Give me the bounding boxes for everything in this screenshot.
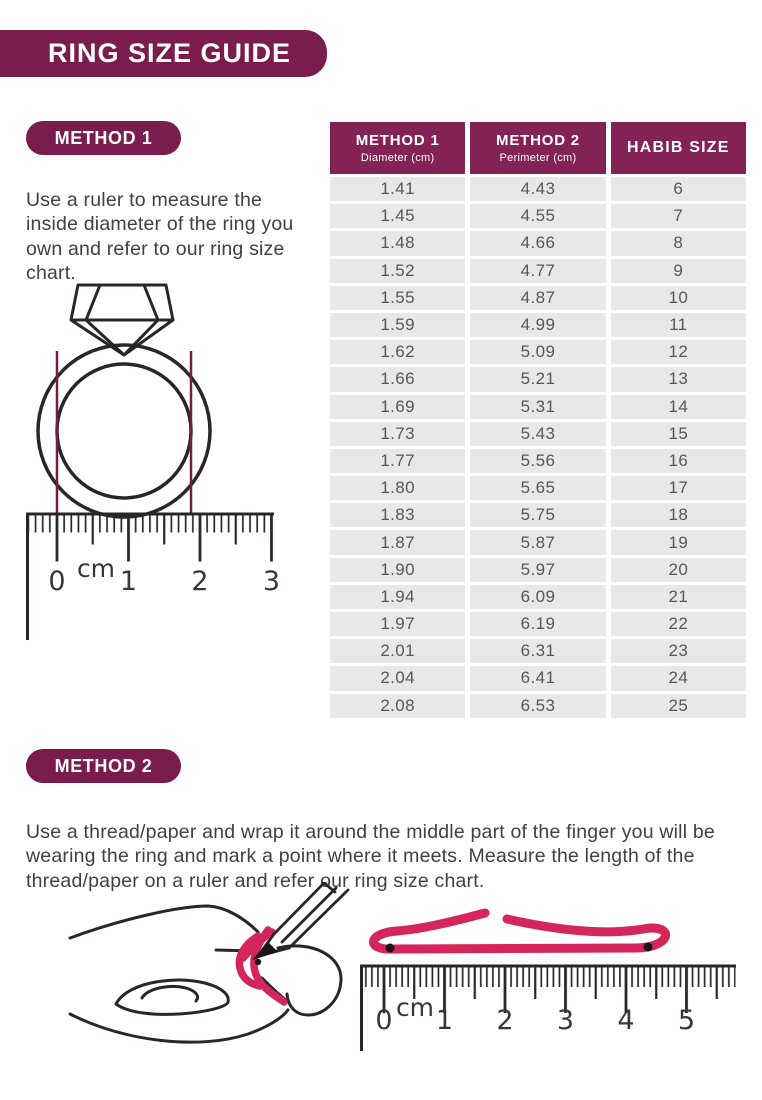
diameter-cell: 1.94 (330, 585, 465, 609)
ruler1-unit-label: cm (76, 554, 116, 583)
perimeter-cell: 4.43 (470, 177, 605, 201)
table-row (330, 395, 746, 419)
ring-size-table-header (330, 122, 746, 174)
mark-point-dot (255, 959, 261, 965)
column-header-method1 (330, 122, 465, 174)
perimeter-cell: 5.65 (470, 476, 605, 500)
table-row (330, 231, 746, 255)
table-row (330, 259, 746, 283)
table-row (330, 585, 746, 609)
column-header-habib-size (611, 122, 746, 174)
size-cell: 18 (611, 503, 746, 527)
size-cell: 19 (611, 530, 746, 554)
perimeter-cell: 5.31 (470, 395, 605, 419)
hand-thread-illustration (30, 882, 360, 1052)
diameter-cell: 1.45 (330, 204, 465, 228)
diameter-cell: 1.77 (330, 449, 465, 473)
size-cell: 8 (611, 231, 746, 255)
hand-outline (70, 906, 341, 1042)
column-subtitle: Diameter (cm) (360, 152, 435, 164)
diameter-cell: 1.41 (330, 177, 465, 201)
pencil-icon (252, 882, 348, 960)
perimeter-cell: 4.77 (470, 259, 605, 283)
diameter-cell: 1.97 (330, 612, 465, 636)
perimeter-cell: 4.55 (470, 204, 605, 228)
table-row (330, 177, 746, 201)
perimeter-cell: 6.53 (470, 694, 605, 718)
ruler1-label-3: 3 (262, 566, 281, 597)
ruler1-label-0: 0 (48, 566, 66, 597)
table-row (330, 449, 746, 473)
size-cell: 10 (611, 286, 746, 310)
ruler2-unit-label: cm (395, 993, 435, 1022)
perimeter-cell: 4.66 (470, 231, 605, 255)
table-row (330, 558, 746, 582)
table-row (330, 204, 746, 228)
measured-thread-icon (373, 913, 665, 953)
thread-ruler-illustration (355, 885, 755, 1055)
page-title: RING SIZE GUIDE (48, 38, 292, 68)
diameter-cell: 2.04 (330, 666, 465, 690)
diameter-cell: 1.73 (330, 422, 465, 446)
size-cell: 9 (611, 259, 746, 283)
ruler1-label-1: 1 (119, 566, 138, 597)
ruler2-label-2: 2 (496, 1005, 514, 1036)
table-row (330, 286, 746, 310)
diameter-cell: 1.66 (330, 367, 465, 391)
ruler2-label-3: 3 (556, 1005, 575, 1036)
perimeter-cell: 6.09 (470, 585, 605, 609)
perimeter-cell: 5.56 (470, 449, 605, 473)
ruler2-label-5: 5 (677, 1005, 696, 1036)
ring-measure-illustration (18, 278, 300, 646)
ruler2-label-1: 1 (435, 1005, 454, 1036)
method2-badge (26, 749, 181, 783)
column-subtitle: Perimeter (cm) (499, 152, 577, 164)
thread-end-dot-left (386, 944, 395, 953)
diameter-cell: 1.83 (330, 503, 465, 527)
table-row (330, 313, 746, 337)
table-row (330, 340, 746, 364)
size-cell: 24 (611, 666, 746, 690)
diameter-measure-lines (57, 351, 191, 515)
column-title: METHOD 1 (355, 132, 440, 149)
perimeter-cell: 5.75 (470, 503, 605, 527)
table-row (330, 476, 746, 500)
diameter-cell: 1.90 (330, 558, 465, 582)
size-cell: 7 (611, 204, 746, 228)
table-row (330, 367, 746, 391)
ring-band (38, 345, 210, 517)
page-title-banner (0, 30, 327, 77)
size-cell: 23 (611, 639, 746, 663)
diameter-cell: 1.69 (330, 395, 465, 419)
diameter-cell: 1.55 (330, 286, 465, 310)
size-cell: 11 (611, 313, 746, 337)
method2-description: Use a thread/paper and wrap it around the middle part of the finger you will be wearing the ring and mark a point where it meets. Measure the length of the thread/paper on a ruler and refer our ring size chart. (26, 820, 715, 892)
table-row (330, 639, 746, 663)
perimeter-cell: 4.87 (470, 286, 605, 310)
ruler (360, 966, 736, 1051)
diameter-cell: 2.01 (330, 639, 465, 663)
column-title: HABIB SIZE (626, 139, 730, 156)
perimeter-cell: 6.41 (470, 666, 605, 690)
perimeter-cell: 5.87 (470, 530, 605, 554)
table-row (330, 666, 746, 690)
size-cell: 13 (611, 367, 746, 391)
size-cell: 22 (611, 612, 746, 636)
size-cell: 14 (611, 395, 746, 419)
diameter-cell: 1.62 (330, 340, 465, 364)
table-row (330, 422, 746, 446)
thread-end-dot-right (644, 943, 653, 952)
diameter-cell: 1.52 (330, 259, 465, 283)
method1-badge-label: METHOD 1 (54, 127, 153, 148)
perimeter-cell: 5.21 (470, 367, 605, 391)
size-cell: 16 (611, 449, 746, 473)
size-cell: 17 (611, 476, 746, 500)
method1-badge (26, 121, 181, 155)
size-cell: 6 (611, 177, 746, 201)
perimeter-cell: 5.09 (470, 340, 605, 364)
perimeter-cell: 5.43 (470, 422, 605, 446)
table-row (330, 530, 746, 554)
perimeter-cell: 5.97 (470, 558, 605, 582)
ruler1-label-2: 2 (191, 566, 209, 597)
perimeter-cell: 6.19 (470, 612, 605, 636)
diameter-cell: 1.80 (330, 476, 465, 500)
ruler (26, 514, 280, 640)
perimeter-cell: 6.31 (470, 639, 605, 663)
method2-badge-label: METHOD 2 (54, 755, 153, 776)
size-cell: 15 (611, 422, 746, 446)
table-row (330, 503, 746, 527)
column-title: METHOD 2 (496, 132, 580, 149)
diameter-cell: 1.48 (330, 231, 465, 255)
table-row (330, 694, 746, 718)
table-row (330, 612, 746, 636)
size-cell: 20 (611, 558, 746, 582)
size-cell: 12 (611, 340, 746, 364)
ring-size-table-body (330, 177, 746, 718)
perimeter-cell: 4.99 (470, 313, 605, 337)
diameter-cell: 1.87 (330, 530, 465, 554)
size-cell: 21 (611, 585, 746, 609)
diameter-cell: 2.08 (330, 694, 465, 718)
ruler2-label-4: 4 (617, 1005, 635, 1036)
ring-size-table (325, 119, 751, 721)
ruler2-label-0: 0 (375, 1005, 393, 1036)
method1-description: Use a ruler to measure the inside diameter of the ring you own and refer to our ring size chart. (26, 188, 294, 284)
column-header-method2 (470, 122, 605, 174)
size-cell: 25 (611, 694, 746, 718)
diameter-cell: 1.59 (330, 313, 465, 337)
